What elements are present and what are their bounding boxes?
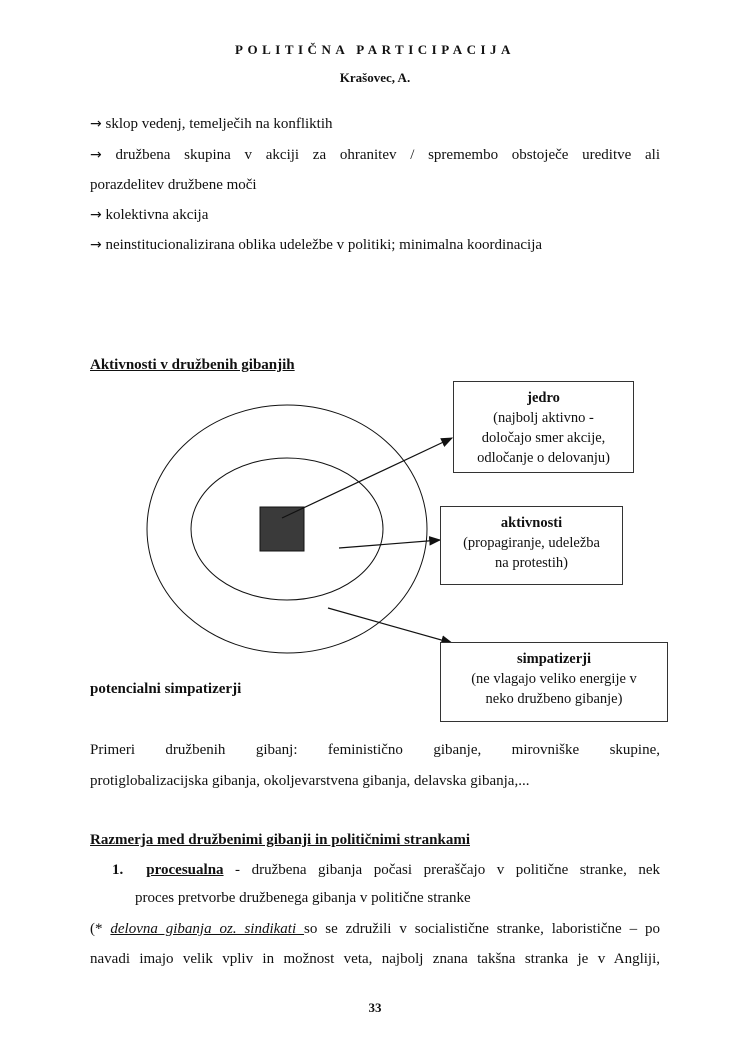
- core-line-3: odločanje o delovanju): [477, 450, 610, 466]
- section-heading-relations: Razmerja med družbenimi gibanji in političnimi strankami: [90, 832, 470, 848]
- item-text: - družbena gibanja počasi preraščajo v politične stranke, nek: [223, 862, 660, 878]
- page-number: 33: [368, 1000, 382, 1015]
- activists-title: aktivnosti: [500, 515, 563, 531]
- activists-line-1: (propagiranje, udeležba: [463, 535, 600, 551]
- sympathizers-line-2: neko družbeno gibanje): [485, 691, 623, 707]
- arrow-icon: →: [90, 147, 102, 163]
- arrow-to-activists: [339, 540, 440, 548]
- header-title: POLITIČNA PARTICIPACIJA: [235, 42, 515, 57]
- bullet-text: neinstitucionalizirana oblika udeležbe v politiki; minimalna koordinacija: [105, 237, 543, 253]
- activists-line-2: na protestih): [495, 555, 568, 571]
- activists-box: [440, 506, 623, 585]
- note-italic: delovna gibanja oz. sindikati: [110, 921, 305, 937]
- header-author: Krašovec, A.: [339, 70, 411, 85]
- item-number: 1.: [112, 862, 124, 878]
- item-term: procesualna: [146, 862, 224, 878]
- note-rest: so se združili v socialistične stranke, laboristične – po: [304, 921, 660, 937]
- note-line-2: navadi imajo velik vpliv in možnost veta, najbolj znana takšna stranka je v Angliji,: [90, 951, 660, 967]
- core-box: [453, 381, 634, 473]
- list-item-1-cont: proces pretvorbe družbenega gibanja v politične stranke: [135, 890, 471, 906]
- arrow-icon: →: [90, 237, 102, 253]
- examples-line-2: protiglobalizacijska gibanja, okoljevarstvena gibanja, delavska gibanja,...: [90, 773, 530, 789]
- examples-line-1: Primeri družbenih gibanj: feministično gibanje, mirovniške skupine,: [90, 742, 660, 758]
- section-heading-activities: Aktivnosti v družbenih gibanjih: [90, 357, 295, 373]
- core-line-2: določajo smer akcije,: [481, 430, 606, 446]
- core-title: jedro: [527, 390, 560, 406]
- arrow-to-core: [282, 438, 452, 518]
- bullet-text: družbena skupina v akciji za ohranitev / spremembo obstoječe ureditve ali: [115, 147, 661, 163]
- list-item-1: [112, 860, 660, 880]
- note-line-1: [90, 919, 660, 939]
- arrow-icon: →: [90, 207, 102, 223]
- sympathizers-box: [440, 642, 668, 722]
- sympathizers-title: simpatizerji: [516, 651, 592, 667]
- bullet-2-cont: porazdelitev družbene moči: [90, 177, 257, 193]
- bullet-text: kolektivna akcija: [105, 207, 209, 223]
- outer-label: potencialni simpatizerji: [90, 681, 242, 697]
- core-line-1: (najbolj aktivno -: [493, 410, 594, 426]
- core-square: [260, 507, 304, 551]
- bullet-text: sklop vedenj, temelječih na konfliktih: [105, 116, 333, 132]
- note-prefix: (*: [90, 921, 111, 937]
- arrow-icon: →: [90, 116, 102, 132]
- sympathizers-line-1: (ne vlagajo veliko energije v: [471, 671, 637, 687]
